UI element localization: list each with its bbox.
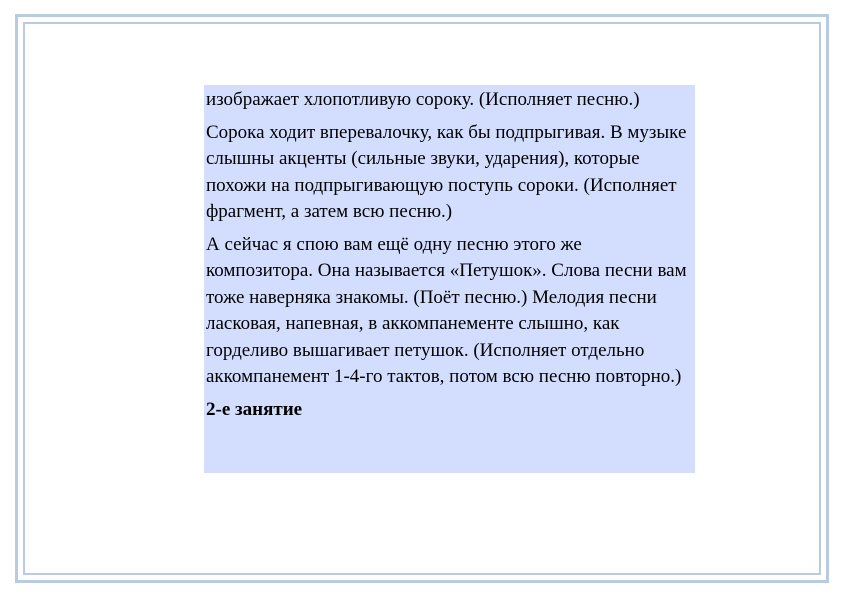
lesson-heading: 2-е занятие <box>206 398 303 420</box>
paragraph-rooster-song: А сейчас я спою вам ещё одну песню этого же композитора. Она называется «Петушок». Слова песни вам тоже наверняка знакомы. (Поёт песню.) Мелодия песни ласковая, напевная, в аккомпанементе слышно, как горделиво вышагивает петушок. (Исполняет отдельно аккомпанемент 1-4-го тактов, потом всю песню повторно.) <box>206 233 687 387</box>
paragraph-magpie-description: Сорока ходит вперевалочку, как бы подпрыгивая. В музыке слышны акценты (сильные звуки, ударения), которые похожи на подпрыгивающую поступь сороки. (Исполняет фрагмент, а затем всю песню.) <box>206 121 687 222</box>
text-block <box>204 85 695 473</box>
paragraph-magpie-intro: изображает хлопотливую сороку. (Исполняет песню.) <box>206 89 640 110</box>
